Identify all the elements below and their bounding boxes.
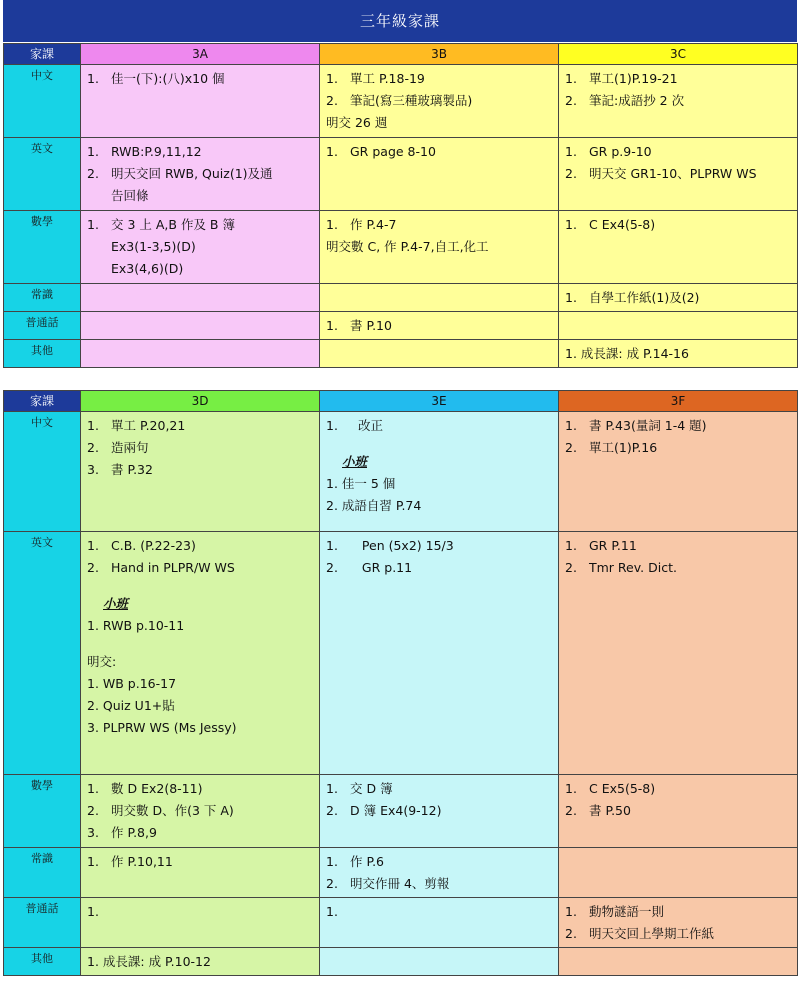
- list-item: [326, 315, 552, 337]
- note-text: 明交 26 週: [326, 115, 388, 130]
- list-item: [565, 287, 791, 309]
- item-text: C.B. (P.22-23): [111, 538, 196, 553]
- item-text: 交 3 上 A,B 作及 B 簿: [111, 217, 235, 232]
- list-item: [87, 459, 313, 481]
- item-text: GR p.11: [350, 560, 413, 575]
- item-text: 作 P.6: [350, 854, 384, 869]
- item-number: 1.: [565, 418, 577, 433]
- item-text: 筆記:成語抄 2 次: [589, 93, 685, 108]
- item-text: 明交數 D、作(3 下 A): [111, 803, 234, 818]
- header-class-3f: 3F: [559, 391, 798, 412]
- homework-cell: [559, 211, 798, 284]
- subject-cell: 數學: [4, 211, 81, 284]
- homework-cell: [81, 948, 320, 976]
- homework-cell: [559, 65, 798, 138]
- note-text: 2. Quiz U1+貼: [87, 698, 175, 713]
- homework-table-3d-3f: [3, 390, 798, 976]
- list-item: [326, 778, 552, 800]
- item-number: 1.: [87, 538, 99, 553]
- item-number: 1.: [326, 904, 338, 919]
- note-text: 明交數 C, 作 P.4-7,自工,化工: [326, 239, 489, 254]
- item-text: Pen (5x2) 15/3: [350, 538, 454, 553]
- homework-cell: [81, 775, 320, 848]
- item-text: 單工(1)P.19-21: [589, 71, 678, 86]
- list-item: [565, 163, 791, 185]
- item-text: 筆記(寫三種玻璃製品): [350, 93, 473, 108]
- list-item: [565, 923, 791, 945]
- item-continuation: 告回條: [111, 188, 149, 203]
- item-text: 明天交 GR1-10、PLPRW WS: [589, 166, 757, 181]
- item-text: 自學工作紙(1)及(2): [589, 290, 700, 305]
- spacer: [87, 637, 313, 651]
- item-number: 3.: [87, 462, 99, 477]
- item-number: 1.: [87, 904, 99, 919]
- homework-cell: [320, 138, 559, 211]
- item-number: 2.: [326, 93, 338, 108]
- homework-cell: [320, 65, 559, 138]
- table-row: [4, 284, 798, 312]
- item-number: 2.: [565, 93, 577, 108]
- item-number: 1.: [326, 318, 338, 333]
- table-row: [4, 948, 798, 976]
- item-text: 交 D 簿: [350, 781, 393, 796]
- item-number: 1.: [326, 854, 338, 869]
- list-item: [326, 851, 552, 873]
- list-item: [565, 800, 791, 822]
- table-row: [4, 412, 798, 532]
- item-continuation: Ex3(4,6)(D): [111, 261, 184, 276]
- subject-cell: 英文: [4, 138, 81, 211]
- item-text: C Ex5(5-8): [589, 781, 656, 796]
- item-number: 1.: [87, 781, 99, 796]
- subject-cell: 數學: [4, 775, 81, 848]
- list-item: [565, 141, 791, 163]
- table-row: [4, 312, 798, 340]
- list-item: [87, 822, 313, 844]
- item-text: RWB:P.9,11,12: [111, 144, 202, 159]
- note-text: 1. RWB p.10-11: [87, 618, 185, 633]
- list-item: [326, 557, 552, 579]
- item-text: GR p.9-10: [589, 144, 652, 159]
- item-text: GR P.11: [589, 538, 637, 553]
- list-item: [326, 415, 552, 437]
- list-item: [87, 141, 313, 163]
- header-homework: 家課: [4, 44, 81, 65]
- homework-cell: [559, 340, 798, 368]
- item-text: 數 D Ex2(8-11): [111, 781, 203, 796]
- item-number: 1.: [565, 144, 577, 159]
- list-item: [565, 901, 791, 923]
- item-text: Hand in PLPR/W WS: [111, 560, 235, 575]
- item-text: 作 P.4-7: [350, 217, 397, 232]
- homework-cell: [320, 284, 559, 312]
- item-number: 1.: [565, 781, 577, 796]
- item-number: 2.: [326, 876, 338, 891]
- note-text: 1. 佳一 5 個: [326, 476, 396, 491]
- spacer: [87, 579, 313, 593]
- item-text: 改正: [350, 418, 383, 433]
- list-item: [565, 557, 791, 579]
- item-number: 2.: [326, 560, 338, 575]
- homework-cell: [320, 898, 559, 948]
- subject-cell: 其他: [4, 948, 81, 976]
- list-item: [87, 214, 313, 236]
- homework-cell: [559, 948, 798, 976]
- list-item: [565, 68, 791, 90]
- subject-cell: 普通話: [4, 312, 81, 340]
- item-text: 明天交回 RWB, Quiz(1)及通: [111, 166, 273, 181]
- header-class-3b: 3B: [320, 44, 559, 65]
- homework-cell: [559, 138, 798, 211]
- homework-cell: [320, 312, 559, 340]
- list-item: [326, 141, 552, 163]
- homework-cell: [81, 284, 320, 312]
- subject-cell: 其他: [4, 340, 81, 368]
- list-item: [87, 800, 313, 822]
- header-class-3d: 3D: [81, 391, 320, 412]
- table-row: [4, 848, 798, 898]
- homework-cell: [559, 898, 798, 948]
- list-item: [565, 415, 791, 437]
- subject-cell: 中文: [4, 65, 81, 138]
- list-item: [87, 901, 313, 923]
- item-text: 作 P.8,9: [111, 825, 157, 840]
- homework-cell: [559, 532, 798, 775]
- item-number: 1.: [565, 538, 577, 553]
- homework-cell: [320, 211, 559, 284]
- item-text: 單工(1)P.16: [589, 440, 658, 455]
- list-item: [87, 851, 313, 873]
- homework-cell: [81, 65, 320, 138]
- list-item: [326, 90, 552, 112]
- item-number: 1.: [87, 854, 99, 869]
- subject-cell: 常識: [4, 848, 81, 898]
- table-row: [4, 65, 798, 138]
- small-class-heading: 小班: [103, 596, 129, 611]
- homework-cell: [320, 412, 559, 532]
- item-text: 書 P.32: [111, 462, 153, 477]
- homework-cell: [81, 898, 320, 948]
- item-text: 單工 P.18-19: [350, 71, 425, 86]
- list-item: [326, 800, 552, 822]
- item-number: 2.: [87, 560, 99, 575]
- homework-cell: [320, 848, 559, 898]
- item-text: 單工 P.20,21: [111, 418, 186, 433]
- list-item: [326, 68, 552, 90]
- note-text: 1. WB p.16-17: [87, 676, 177, 691]
- table-header-row: [4, 44, 798, 65]
- item-number: 2.: [565, 560, 577, 575]
- homework-cell: [320, 532, 559, 775]
- homework-cell: [320, 775, 559, 848]
- homework-cell: [81, 138, 320, 211]
- item-number: 2.: [565, 440, 577, 455]
- item-text: C Ex4(5-8): [589, 217, 656, 232]
- item-number: 3.: [87, 825, 99, 840]
- small-class-heading: 小班: [342, 454, 368, 469]
- list-item: [87, 557, 313, 579]
- header-class-3e: 3E: [320, 391, 559, 412]
- item-text: 書 P.10: [350, 318, 392, 333]
- header-class-3c: 3C: [559, 44, 798, 65]
- note-text: 明交:: [87, 654, 117, 669]
- homework-cell: [559, 775, 798, 848]
- list-item: [565, 535, 791, 557]
- homework-table-3a-3c: [3, 43, 798, 368]
- homework-cell: [559, 312, 798, 340]
- note-text: 3. PLPRW WS (Ms Jessy): [87, 720, 237, 735]
- page-title: 三年級家課: [3, 0, 797, 42]
- note-text: 2. 成語自習 P.74: [326, 498, 422, 513]
- item-number: 1.: [565, 217, 577, 232]
- item-number: 2.: [87, 440, 99, 455]
- homework-cell: [81, 532, 320, 775]
- list-item: [87, 415, 313, 437]
- table-row: [4, 340, 798, 368]
- table-row: [4, 138, 798, 211]
- homework-cell: [320, 340, 559, 368]
- header-homework: 家課: [4, 391, 81, 412]
- subject-cell: 普通話: [4, 898, 81, 948]
- homework-cell: [559, 848, 798, 898]
- item-continuation: Ex3(1-3,5)(D): [111, 239, 196, 254]
- list-item: [565, 214, 791, 236]
- item-number: 1.: [326, 418, 338, 433]
- table-row: [4, 532, 798, 775]
- item-text: 作 P.10,11: [111, 854, 173, 869]
- item-number: 1.: [326, 538, 338, 553]
- list-item: [87, 535, 313, 557]
- item-text: 書 P.43(量詞 1-4 題): [589, 418, 707, 433]
- list-item: [565, 778, 791, 800]
- item-text: 書 P.50: [589, 803, 631, 818]
- list-item: [87, 163, 313, 185]
- homework-cell: [559, 284, 798, 312]
- item-number: 1.: [87, 418, 99, 433]
- item-number: 1.: [326, 781, 338, 796]
- item-number: 2.: [565, 803, 577, 818]
- item-number: 1.: [565, 904, 577, 919]
- list-item: [326, 535, 552, 557]
- list-item: [565, 90, 791, 112]
- homework-cell: [81, 312, 320, 340]
- table-header-row: [4, 391, 798, 412]
- item-text: 明天交回上學期工作紙: [589, 926, 715, 941]
- note-text: 1. 成長課: 成 P.14-16: [565, 346, 689, 361]
- item-number: 2.: [87, 803, 99, 818]
- item-number: 2.: [565, 166, 577, 181]
- subject-cell: 中文: [4, 412, 81, 532]
- list-item: [565, 437, 791, 459]
- spacer: [326, 437, 552, 451]
- item-number: 2.: [87, 166, 99, 181]
- table-row: [4, 211, 798, 284]
- item-number: 1.: [565, 71, 577, 86]
- item-number: 1.: [87, 144, 99, 159]
- homework-cell: [559, 412, 798, 532]
- list-item: [87, 68, 313, 90]
- subject-cell: 英文: [4, 532, 81, 775]
- item-number: 1.: [565, 290, 577, 305]
- item-text: 明交作冊 4、剪報: [350, 876, 450, 891]
- homework-cell: [81, 211, 320, 284]
- list-item: [326, 901, 552, 923]
- table-row: [4, 898, 798, 948]
- table-row: [4, 775, 798, 848]
- homework-cell: [320, 948, 559, 976]
- list-item: [326, 873, 552, 895]
- homework-cell: [81, 848, 320, 898]
- list-item: [87, 437, 313, 459]
- item-number: 1.: [326, 217, 338, 232]
- item-text: 動物謎語一則: [589, 904, 665, 919]
- list-item: [87, 778, 313, 800]
- list-item: [326, 214, 552, 236]
- item-text: D 簿 Ex4(9-12): [350, 803, 442, 818]
- item-number: 2.: [565, 926, 577, 941]
- item-number: 1.: [87, 217, 99, 232]
- item-text: 造兩句: [111, 440, 149, 455]
- item-text: GR page 8-10: [350, 144, 436, 159]
- item-number: 1.: [87, 71, 99, 86]
- header-class-3a: 3A: [81, 44, 320, 65]
- item-number: 2.: [326, 803, 338, 818]
- item-text: Tmr Rev. Dict.: [589, 560, 677, 575]
- homework-cell: [81, 340, 320, 368]
- item-text: 佳一(下):(八)x10 個: [111, 71, 225, 86]
- note-text: 1. 成長課: 成 P.10-12: [87, 954, 211, 969]
- homework-cell: [81, 412, 320, 532]
- item-number: 1.: [326, 71, 338, 86]
- item-number: 1.: [326, 144, 338, 159]
- subject-cell: 常識: [4, 284, 81, 312]
